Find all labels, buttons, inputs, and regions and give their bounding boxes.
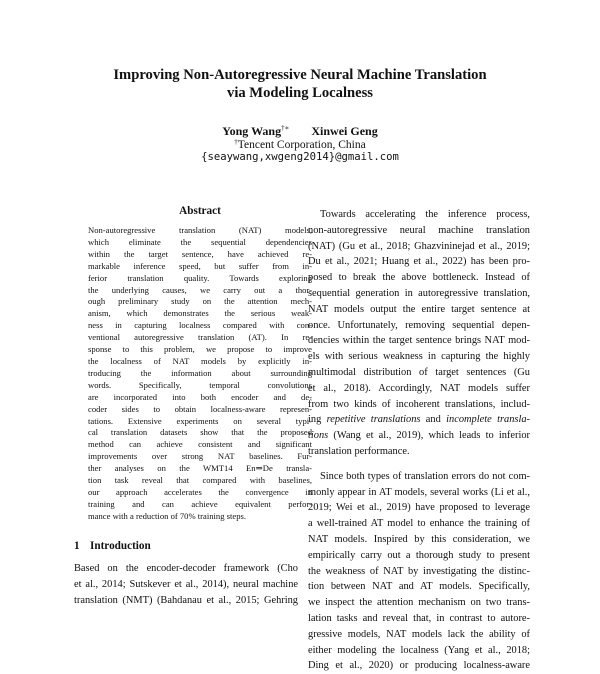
text-line: Based on the encoder-decoder framework (Cho	[74, 563, 298, 574]
text-line: et al., 2014; Sutskever et al., 2014), neural machine	[74, 578, 298, 590]
text-line: (NAT) (Gu et al., 2018; Ghazvininejad et al., 2019;	[308, 240, 530, 252]
emphasis-incomplete-translations: incomplete transla-	[446, 414, 530, 426]
affiliation-text: Tencent Corporation, China	[237, 139, 366, 151]
text-line: method can achieve consistent and significant	[88, 439, 312, 450]
affiliation-mark: †	[234, 138, 238, 146]
text-line: non-autoregressive neural machine translation	[308, 224, 530, 236]
text-line: NAT models output the entire target sentence at	[308, 303, 530, 315]
author-1: Yong Wang	[222, 124, 282, 138]
text-line: once. Unfortunately, removing sequential depen-	[308, 319, 530, 331]
text-line: anism, which demonstrates the serious weak-	[88, 308, 312, 319]
text-line: which eliminate the sequential dependencies	[88, 236, 312, 247]
text-line: ventional autoregressive translation (AT). In re-	[88, 332, 312, 343]
text-line: ness in capturing localness compared with con-	[88, 320, 312, 331]
text-line: tations. Extensive experiments on several typi-	[88, 415, 312, 426]
author-email: {seaywang,xwgeng2014}@gmail.com	[201, 151, 399, 163]
section-number: 1	[74, 540, 80, 552]
right-column	[308, 207, 530, 674]
text-line: Towards accelerating the inference process,	[320, 209, 530, 220]
text-line: the weakness of NAT by investigating the distinc-	[308, 565, 530, 577]
emphasis-repetitive-translations: repetitive translations	[326, 414, 421, 426]
text-line: gressive models, NAT models lack the ability of	[308, 628, 530, 640]
text-line: sponse to this problem, we propose to improve	[88, 344, 312, 355]
text-line: ing repetitive translations and incomplete transla-	[308, 414, 530, 426]
text-line: ferior translation quality. Towards exploring	[88, 272, 312, 283]
text-line: Du et al., 2021; Huang et al., 2022) has been pro-	[308, 256, 530, 268]
text-line: words. Specifically, temporal convolutions	[88, 379, 312, 390]
text-line: dencies within the target sentence brings NAT mod-	[308, 335, 530, 347]
paragraph-2	[308, 469, 530, 674]
text-line: tion between NAT and AT models. Specifically,	[308, 581, 530, 593]
text-line: monly appear in AT models, several works (Li et al.,	[308, 486, 530, 498]
text-line: the localness of NAT models by explicitly in-	[88, 355, 312, 366]
text-line: we inspect the attention mechanism on two trans-	[308, 597, 530, 609]
text-line: Ding et al., 2020) or producing localness-aware	[308, 660, 530, 672]
title-line-1: Improving Non-Autoregressive Neural Machine Translation	[113, 67, 487, 83]
text-line: multimodal distribution of target sentences (Gu	[308, 366, 530, 378]
text-line: 2019; Wei et al., 2019) have proposed to leverage	[308, 502, 530, 514]
title-line-2: via Modeling Localness	[227, 85, 373, 101]
text-line: tions (Wang et al., 2019), which leads to inferior	[308, 430, 530, 442]
emphasis-translations-end: tions	[308, 430, 329, 442]
text-line: improvements over strong NAT baselines. Fur-	[88, 451, 312, 462]
author-2: Xinwei Geng	[311, 124, 378, 138]
text-line: mance with a reduction of 70% training steps.	[88, 510, 246, 521]
text-line: are incorporated into both encoder and de-	[88, 391, 312, 402]
text-line: translation performance.	[308, 445, 410, 457]
introduction-body	[74, 561, 298, 608]
text-line: ough preliminary study on the attention mech-	[88, 296, 312, 307]
text-line: training and can achieve equivalent perfor-	[88, 498, 312, 509]
text-line: from two kinds of incoherent translations, includ-	[308, 398, 530, 410]
text-line: et al., 2018). Accordingly, NAT models suffer	[308, 382, 530, 394]
text-line: within the target sentence, have achieved re-	[88, 248, 312, 259]
paragraph-1	[308, 207, 530, 412]
text-line: tion task reveal that compared with baselines,	[88, 475, 312, 486]
text-line: sequential generation in autoregressive translation,	[308, 287, 530, 299]
text-line: empirically carry out a thorough study to present	[308, 549, 530, 561]
text-line: translation (NMT) (Bahdanau et al., 2015; Gehring	[74, 594, 298, 606]
section-heading-introduction	[74, 540, 324, 552]
text-line: troducing the information about surrounding	[88, 367, 312, 378]
text-line: cal translation datasets show that the proposed	[88, 427, 312, 438]
text-line: Non-autoregressive translation (NAT) models,	[88, 225, 312, 235]
text-line: the underlying causes, we carry out a thor-	[88, 284, 312, 295]
text-line: a well-trained AT model to enhance the training of	[308, 518, 530, 530]
text-line: lation tasks and reveal that, in contrast to autore-	[308, 612, 530, 624]
text-line: posed to break the above bottleneck. Instead of	[308, 272, 530, 284]
text-line: either modeling the localness (Yang et al., 2018;	[308, 644, 530, 656]
text-line: our approach accelerates the convergence in	[88, 486, 312, 497]
text-line: markable inference speed, but suffer from in-	[88, 260, 312, 271]
author-1-mark: †∗	[281, 124, 290, 132]
paper-title	[0, 66, 600, 102]
abstract-body	[88, 225, 312, 523]
text-line: Since both types of translation errors do not com-	[320, 470, 530, 482]
abstract-heading: Abstract	[179, 205, 221, 217]
text-line: coder sides to obtain localness-aware represen-	[88, 403, 312, 414]
text-line: els with serious weakness in capturing the highly	[308, 351, 530, 363]
section-title: Introduction	[90, 540, 151, 552]
text-line: ther analyses on the WMT14 En⇒De transla-	[88, 463, 312, 474]
text-line: NAT models. Inspired by this consideration, we	[308, 533, 530, 545]
